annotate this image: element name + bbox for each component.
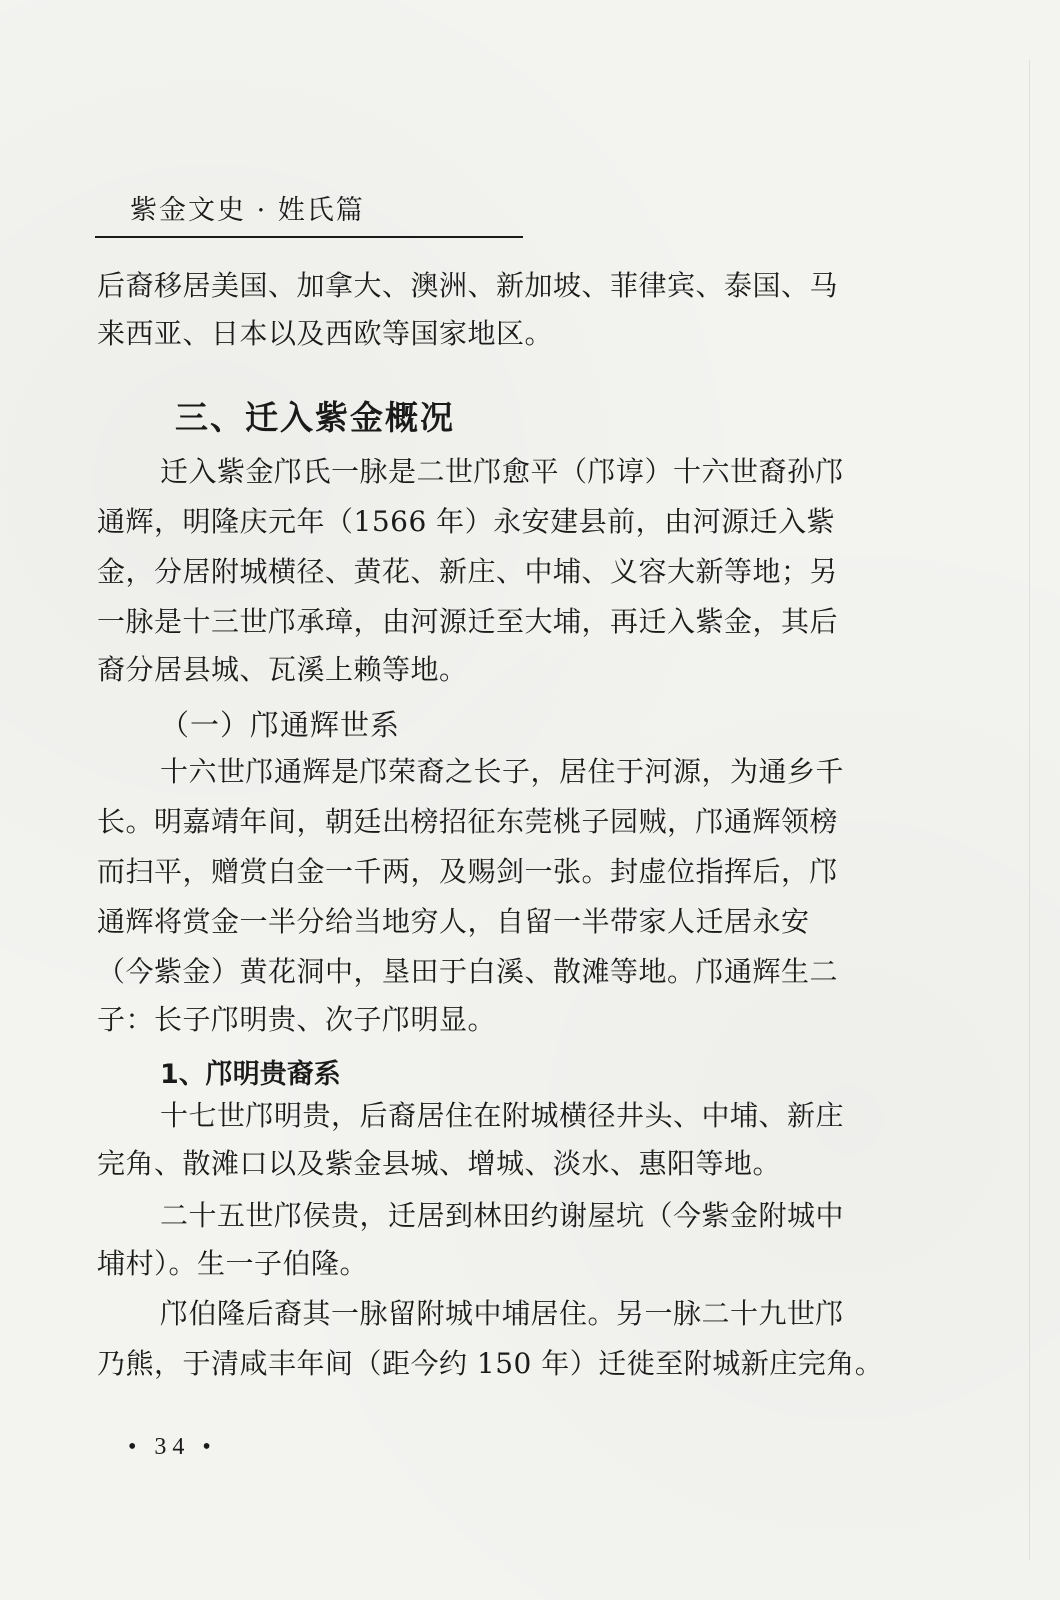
text-line: 通辉将赏金一半分给当地穷人，自留一半带家人迁居永安 [97, 905, 810, 938]
page-number: • 34 • [128, 1434, 217, 1460]
text-line: 通辉，明隆庆元年（1566 年）永安建县前，由河源迁入紫 [97, 505, 836, 538]
section-heading: 三、迁入紫金概况 [175, 398, 455, 437]
text-line: 埔村）。生一子伯隆。 [97, 1247, 369, 1280]
text-line: 完角、散滩口以及紫金县城、增城、淡水、惠阳等地。 [97, 1147, 782, 1180]
running-header: 紫金文史 · 姓氏篇 [130, 195, 365, 226]
text-line: 而扫平，赠赏白金一千两，及赐剑一张。封虚位指挥后，邝 [97, 855, 839, 888]
text-line: 金，分居附城横径、黄花、新庄、中埔、义容大新等地；另 [97, 555, 839, 588]
subheading: 1、邝明贵裔系 [160, 1059, 341, 1090]
text-line: 迁入紫金邝氏一脉是二世邝愈平（邝谆）十六世裔孙邝 [160, 455, 845, 488]
text-line: 十六世邝通辉是邝荣裔之长子，居住于河源，为通乡千 [160, 755, 845, 788]
text-line: 二十五世邝侯贵，迁居到林田约谢屋坑（今紫金附城中 [160, 1199, 845, 1232]
text-line: 后裔移居美国、加拿大、澳洲、新加坡、菲律宾、泰国、马 [97, 269, 839, 302]
text-line: 乃熊，于清咸丰年间（距今约 150 年）迁徙至附城新庄完角。 [97, 1347, 884, 1380]
text-line: 来西亚、日本以及西欧等国家地区。 [97, 317, 554, 350]
text-line: 裔分居县城、瓦溪上赖等地。 [97, 653, 468, 686]
header-rule [95, 236, 523, 238]
text-line: 邝伯隆后裔其一脉留附城中埔居住。另一脉二十九世邝 [160, 1297, 845, 1330]
text-line: 一脉是十三世邝承璋，由河源迁至大埔，再迁入紫金，其后 [97, 605, 839, 638]
text-line: 子：长子邝明贵、次子邝明显。 [97, 1003, 497, 1036]
text-line: 十七世邝明贵，后裔居住在附城横径井头、中埔、新庄 [160, 1099, 845, 1132]
text-line: 长。明嘉靖年间，朝廷出榜招征东莞桃子园贼，邝通辉领榜 [97, 805, 839, 838]
text-line: （今紫金）黄花洞中，垦田于白溪、散滩等地。邝通辉生二 [97, 955, 839, 988]
scan-edge [1029, 60, 1030, 1560]
subheading: （一）邝通辉世系 [160, 708, 401, 742]
